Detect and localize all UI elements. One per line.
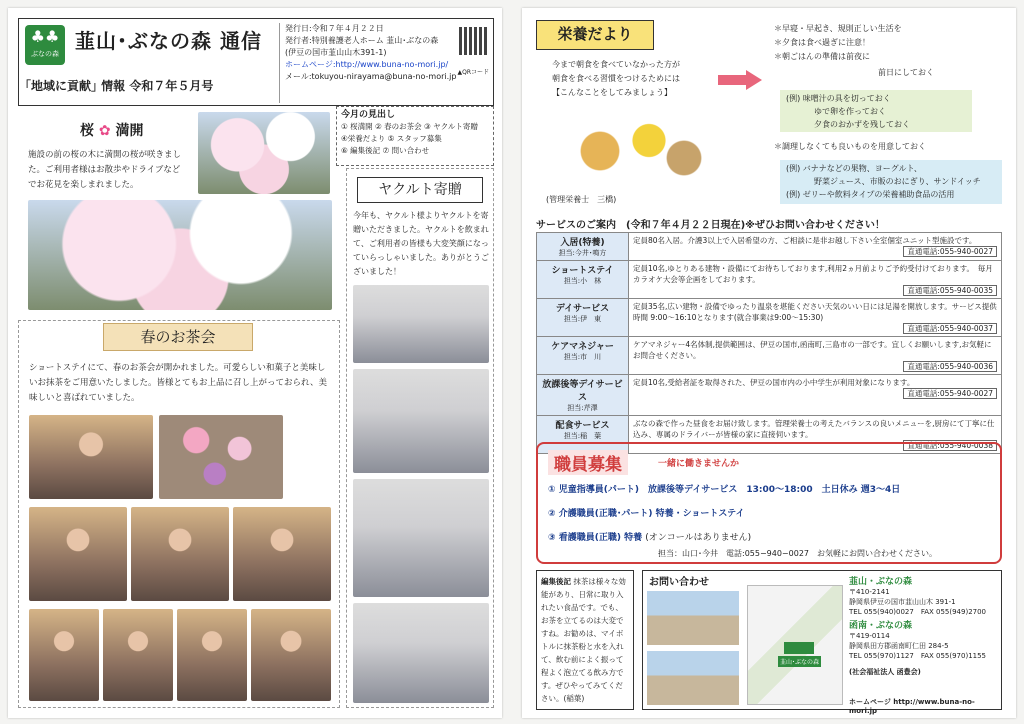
service-tel[interactable]: 直通電話:055-940-0036 xyxy=(903,361,997,372)
service-name: ショートステイ xyxy=(551,266,614,276)
newsletter-subtitle: ｢地域に貢献｣ 情報 令和７年５月号 xyxy=(25,79,214,93)
postscript-text: 抹茶は様々な効能があり、日常に取り入れたい食品です。でも、お茶を立てるのは大変ですね。お勧めは、マイボトルに抹茶粉と水を入れて、飲む前によく振って程よく泡立てる飲み方です。ぜひやってみてください。(稲葉) xyxy=(541,577,626,703)
sakura-title-tail: 満開 xyxy=(115,123,144,139)
toc-item: ③ ヤクルト寄贈 xyxy=(424,122,478,131)
toc-item: ① 桜満開 xyxy=(341,122,373,131)
facility-postal: 〒419-0114 xyxy=(849,632,890,640)
table-row xyxy=(537,261,1002,299)
example-line: 夕食のおかずを残しておく xyxy=(814,120,910,129)
nutrition-bullet: ＊夕食は食べ過ぎに注意！ xyxy=(774,38,870,47)
sakura-title-text: 桜 xyxy=(80,123,94,139)
tea-party-photo xyxy=(131,507,229,601)
nutrition-example-2 xyxy=(780,160,1002,204)
tea-party-photo xyxy=(29,415,153,499)
yakult-title: ヤクルト寄贈 xyxy=(357,177,483,203)
toc-title: 今月の見出し xyxy=(341,110,396,120)
facility-building-photo xyxy=(647,591,739,645)
facility-name: 函南・ぶなの森 xyxy=(849,621,913,631)
qr-code-icon[interactable] xyxy=(459,27,487,55)
corporation-name: (社会福祉法人 函豊会) xyxy=(849,668,921,676)
service-tel[interactable]: 直通電話:055-940-0037 xyxy=(903,323,997,334)
service-incharge: 担当:稲 葉 xyxy=(563,432,602,440)
service-desc: ぶなの森で作った昼食をお届け致します。管理栄養士の考えたバランスの良いメニューを,厨房にて丁寧に仕込み、専属のドライバーが皆様の家に直接伺います。 xyxy=(633,419,995,439)
nutrition-bullet: ＊調理しなくても良いものを用意しておく xyxy=(774,142,926,151)
service-name-cell xyxy=(537,233,629,261)
nutrition-author: (管理栄養士 三橋) xyxy=(546,195,617,204)
services-table xyxy=(536,232,1002,454)
facility-name: 韮山・ぶなの森 xyxy=(849,577,913,587)
sakura-section-title xyxy=(80,120,143,140)
facility-tel[interactable]: TEL 055(940)0027 FAX 055(949)2700 xyxy=(849,608,987,616)
service-name: ケアマネジャー xyxy=(551,342,614,352)
nutrition-bullet: 前日にしておく xyxy=(878,68,934,77)
table-of-contents xyxy=(336,106,494,166)
service-desc: 定員35名,広い建物・設備でゆったり温泉を堪能ください天気のいい日には足湯を開放します。サービス提供時間 9:00～16:10となります(就合事業は9:00～15:30) xyxy=(633,302,997,322)
service-incharge: 担当:今井･鳴方 xyxy=(558,249,607,257)
nutrition-title: 栄養だより xyxy=(536,20,654,50)
service-name: 入居(特養) xyxy=(560,238,605,248)
service-name-cell xyxy=(537,299,629,337)
tea-party-title: 春のお茶会 xyxy=(103,323,253,351)
service-desc-cell xyxy=(629,261,1002,299)
mail-address[interactable]: メール:tokuyou-nirayama@buna-no-mori.jp xyxy=(285,72,457,81)
service-name: 放課後等デイサービス xyxy=(542,380,623,403)
tea-party-text: ショートステイにて、春のお茶会が開かれました。可愛らしい和菓子と美味しいお抹茶をご用意いたしました。皆様とてもお上品に召し上がっておられ、美味しいと喜ばれていました。 xyxy=(29,363,328,403)
service-desc: 定員10名,ゆとりある建物・設備にてお待ちしております,利用2ヵ月前よりご予約受付けております。 毎月カラオケ大会等企画をしております。 xyxy=(633,264,993,284)
service-name-cell xyxy=(537,375,629,416)
example-line: 野菜ジュース、市販のおにぎり、サンドイッチ xyxy=(814,177,981,186)
service-incharge: 担当:芹澤 xyxy=(567,404,598,412)
service-name: 配食サービス xyxy=(555,421,610,431)
table-row xyxy=(537,375,1002,416)
service-desc-cell xyxy=(629,233,1002,261)
cherry-blossom-icon: ✿ xyxy=(98,123,111,139)
tea-party-photo xyxy=(233,507,331,601)
nutrition-bullet: ＊早寝・早起き、規則正しい生活を xyxy=(774,24,902,33)
example-line: (例) 味噌汁の具を切っておく xyxy=(786,94,891,103)
service-desc: ケアマネジャー4名体制,提供範囲は、伊豆の国市,函南町,三島市の一部です。宜しくお願いします,お気軽にお問合せください。 xyxy=(633,340,992,360)
newsletter-page-left xyxy=(8,8,502,718)
nutrition-bullet: ＊朝ごはんの準備は前夜に xyxy=(774,52,870,61)
tea-party-photo xyxy=(103,609,173,701)
right-arrow-icon xyxy=(718,70,764,90)
nutrition-intro-line: 【こんなことをしてみましょう】 xyxy=(552,88,672,97)
resident-photo xyxy=(353,603,489,703)
newsletter-page-right xyxy=(522,8,1016,718)
tea-party-photo xyxy=(29,507,127,601)
toc-item: ④栄養だより xyxy=(341,134,386,143)
qr-code-label: ▲QRコード xyxy=(457,69,489,76)
table-row xyxy=(537,299,1002,337)
nutrition-example-1 xyxy=(780,90,972,132)
service-name-cell xyxy=(537,337,629,375)
table-row xyxy=(537,337,1002,375)
tea-party-photo xyxy=(251,609,331,701)
tea-party-photo xyxy=(29,609,99,701)
issue-date: 発行日:令和７年４月２２日 xyxy=(285,24,384,33)
newsletter-title: 韮山･ぶなの森 通信 xyxy=(75,29,262,53)
service-desc-cell xyxy=(629,337,1002,375)
service-desc-cell xyxy=(629,299,1002,337)
job-note: (オンコールはありません) xyxy=(645,533,752,543)
service-incharge: 担当:小 林 xyxy=(563,277,602,285)
tea-party-section xyxy=(18,320,340,708)
recruitment-title: 職員募集 xyxy=(548,450,628,475)
service-incharge: 担当:市 川 xyxy=(563,353,602,361)
example-line: ゆで卵を作っておく xyxy=(814,107,886,116)
facility-address: 静岡県伊豆の国市韮山山木 391-1 xyxy=(849,598,956,606)
example-line: (例) ゼリーや飲料タイプの栄養補助食品の活用 xyxy=(786,190,955,199)
access-map[interactable] xyxy=(747,585,843,705)
job-label: ① 児童指導員(パート) 放課後等デイサービス 13:00～18:00 土日休み 週3～4日 xyxy=(548,485,901,495)
recruitment-contact: 担当：山口･今井 電話:055−940−0027 お気軽にお問い合わせください。 xyxy=(658,549,937,558)
services-heading: サービスのご案内 (令和７年４月２２日現在)※ぜひお問い合わせください！ xyxy=(536,220,885,231)
facility-info xyxy=(849,577,986,617)
inquiry-title: お問い合わせ xyxy=(649,577,709,588)
service-name: デイサービス xyxy=(555,304,610,314)
job-label: ② 介護職員(正職･パート) 特養・ショートステイ xyxy=(548,509,745,519)
service-tel[interactable]: 直通電話:055-940-0035 xyxy=(903,285,997,296)
service-desc: 定員80名入居。介護3以上で入居希望の方、ご相談に是非お越し下さい全室個室ユニット型施設です。 xyxy=(633,236,977,245)
job-label: ③ 看護職員(正職) 特養 xyxy=(548,533,643,543)
cherry-blossom-photo xyxy=(198,112,330,194)
service-tel[interactable]: 直通電話:055-940-0027 xyxy=(903,388,997,399)
facility-postal: 〒410-2141 xyxy=(849,588,890,596)
table-row xyxy=(537,233,1002,261)
wagashi-sweets-photo xyxy=(159,415,283,499)
sakura-text: 施設の前の桜の木に満開の桜が咲きました。ご利用者様はお散歩やドライブなどでお花見を楽しまれました。 xyxy=(28,150,182,190)
facility-building-photo xyxy=(647,651,739,705)
toc-item: ⑦ 問い合わせ xyxy=(382,146,430,155)
publisher: 発行者:特別養護老人ホーム 韮山･ぶなの森 xyxy=(285,36,439,45)
facility-tel[interactable]: TEL 055(970)1127 FAX 055(970)1155 xyxy=(849,652,987,660)
example-line: (例) バナナなどの果物、ヨーグルト、 xyxy=(786,164,922,173)
postscript-title: 編集後記 xyxy=(541,577,571,586)
homepage-link[interactable]: ホームページ:http://www.buna-no-mori.jp/ xyxy=(285,60,449,69)
recruitment-tagline: 一緒に働きませんか xyxy=(658,459,740,469)
facility-logo xyxy=(25,25,65,65)
resident-photo xyxy=(353,479,489,597)
editor-postscript xyxy=(536,570,634,710)
newsletter-header xyxy=(18,18,494,106)
map-label: 韮山･ぶなの森 xyxy=(778,656,821,667)
tea-party-photo xyxy=(177,609,247,701)
job-listing xyxy=(548,482,900,495)
service-desc: 定員10名,受給者証を取得された、伊豆の国市内の小中学生が利用対象になります。 xyxy=(633,378,915,387)
facility-address: 静岡県田方郡函南町仁田 284-5 xyxy=(849,642,949,650)
service-incharge: 担当:伊 東 xyxy=(563,315,602,323)
logo-text: ぶなの森 xyxy=(31,50,59,58)
tree-icon: ♣♣ xyxy=(30,27,60,46)
job-listing xyxy=(548,530,751,543)
toc-item: ⑤ スタッフ募集 xyxy=(387,134,442,143)
yakult-donation-section xyxy=(346,168,494,708)
service-tel[interactable]: 直通電話:055-940-0027 xyxy=(903,246,997,257)
nutrition-intro-line: 朝食を食べる習慣をつけるためには xyxy=(552,74,680,83)
publisher-address: (伊豆の国市韮山山木391-1) xyxy=(285,48,387,57)
inquiry-section xyxy=(642,570,1002,715)
yakult-text: 今年も、ヤクルト様よりヤクルトを寄贈いただきました。ヤクルトを飲まれて、ご利用者の皆様も大変笑顔になっていらっしゃいました。ありがとうございました！ xyxy=(353,211,489,276)
nutrition-intro-line: 今まで朝食を食べていなかった方が xyxy=(552,60,680,69)
service-name-cell xyxy=(537,261,629,299)
map-pin-icon xyxy=(784,642,814,654)
yakult-staff-photo xyxy=(353,285,489,363)
nutrition-intro xyxy=(552,58,722,100)
cherry-blossom-wide-photo xyxy=(28,200,332,310)
toc-item: ② 春のお茶会 xyxy=(375,122,422,131)
service-desc-cell xyxy=(629,375,1002,416)
toc-item: ⑥ 編集後記 xyxy=(341,146,381,155)
resident-photo xyxy=(353,369,489,473)
service-tel[interactable]: 直通電話:055-940-0038 xyxy=(903,440,997,451)
facility-info xyxy=(849,621,986,661)
recruitment-section xyxy=(536,442,1002,564)
job-listing xyxy=(548,506,745,519)
inquiry-homepage-link[interactable]: ホームページ http://www.buna-no-mori.jp xyxy=(849,698,975,715)
breakfast-food-illustration xyxy=(572,116,712,186)
